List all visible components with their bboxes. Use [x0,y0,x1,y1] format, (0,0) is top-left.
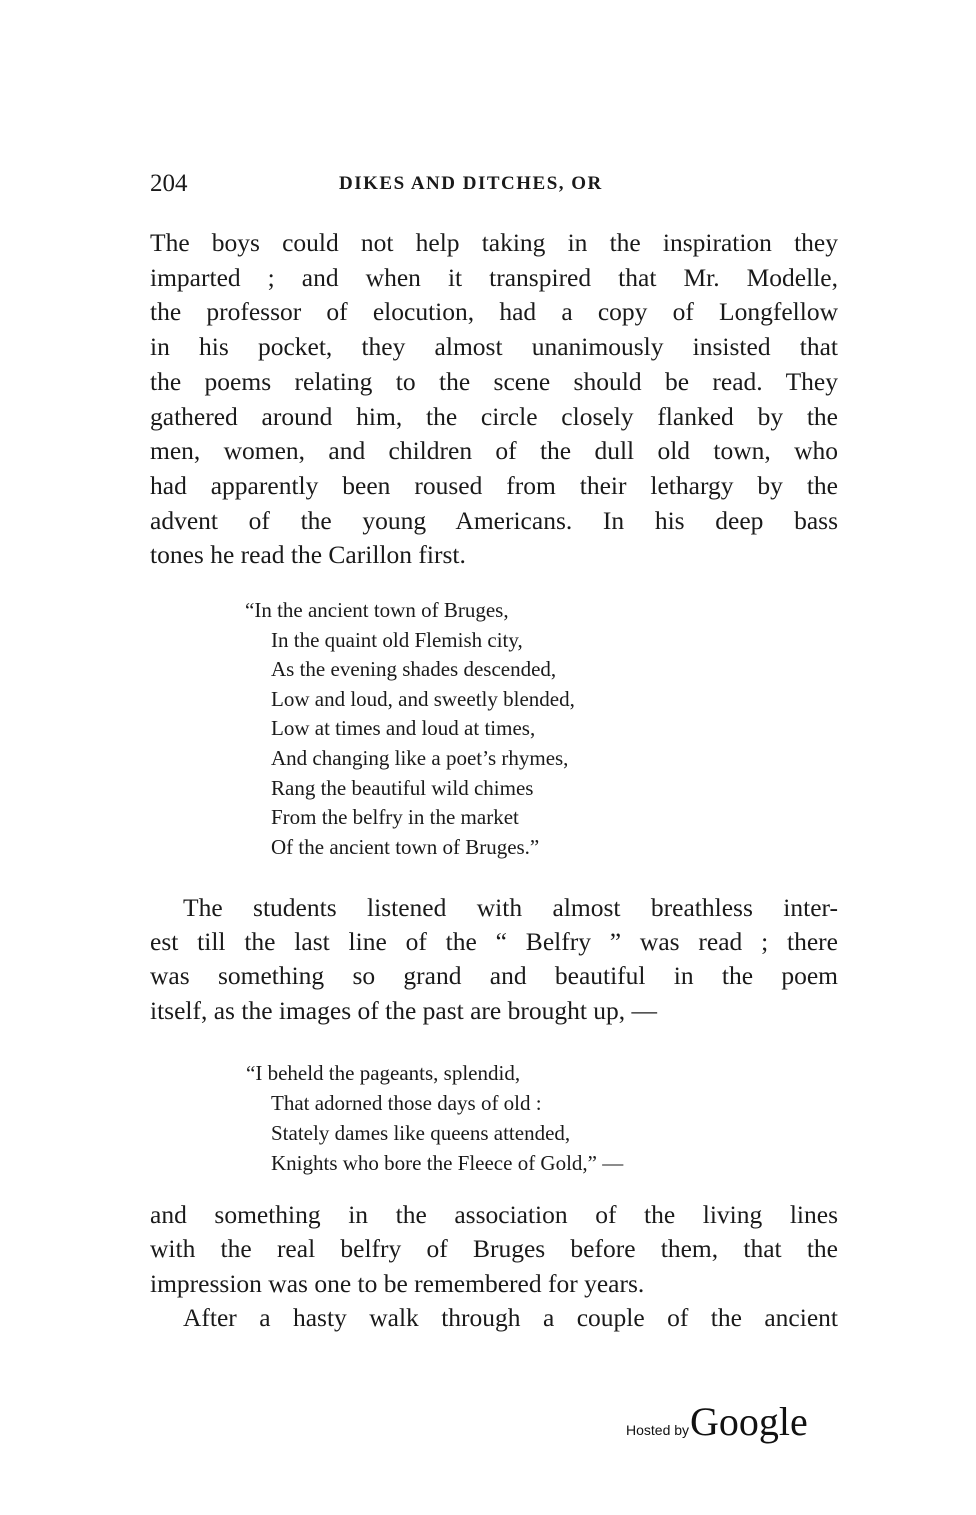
google-logo: Google [690,1399,808,1444]
text-line: and something in the association of the living lines [150,1200,838,1229]
text-line: imparted ; and when it transpired that Mr. Modelle, [150,262,838,292]
poem-line: As the evening shades descended, [271,657,557,682]
text-line: in his pocket, they almost unanimously insisted that [150,332,838,362]
poem-line: Low and loud, and sweetly blended, [271,686,575,711]
poem-line: In the quaint old Flemish city, [271,627,523,652]
poem-line: Rang the beautiful wild chimes [271,775,534,800]
poem-line: Low at times and loud at times, [271,716,536,741]
text-line: itself, as the images of the past are brought up, — [150,995,658,1025]
text-line: advent of the young Americans. In his deep bass [150,505,838,535]
poem-line: “I beheld the pageants, splendid, [246,1061,521,1085]
text-line: with the real belfry of Bruges before them, that the [150,1234,838,1264]
poem-line: That adorned those days of old : [271,1091,542,1115]
running-title: DIKES AND DITCHES, OR [339,173,603,194]
text-line: gathered around him, the circle closely flanked by the [150,401,838,431]
poem-line: Knights who bore the Fleece of Gold,” — [271,1151,624,1175]
poem-line: “In the ancient town of Bruges, [245,598,509,622]
text-line: The students listened with almost breathless inter- [183,893,838,922]
text-line: impression was one to be remembered for years. [150,1268,645,1298]
text-line: men, women, and children of the dull old town, who [150,436,838,466]
text-line: The boys could not help taking in the inspiration they [150,228,838,257]
poem-line: Of the ancient town of Bruges.” [271,834,540,859]
text-line: After a hasty walk through a couple of the ancient [183,1302,838,1332]
poem-line: And changing like a poet’s rhymes, [271,746,569,770]
text-line: tones he read the Carillon first. [150,540,466,570]
text-line: the professor of elocution, had a copy of Longfellow [150,297,838,327]
text-line: est till the last line of the “ Belfry ” was read ; there [150,927,838,957]
hosted-by-google-watermark [626,1398,808,1445]
poem-line: Stately dames like queens attended, [271,1121,571,1145]
text-line: had apparently been roused from their lethargy by the [150,470,838,500]
page-number: 204 [150,170,188,197]
poem-line: From the belfry in the market [271,805,519,830]
text-line: the poems relating to the scene should be read. They [150,366,838,396]
text-line: was something so grand and beautiful in the poem [150,961,838,991]
hosted-by-label: Hosted by [626,1422,690,1438]
